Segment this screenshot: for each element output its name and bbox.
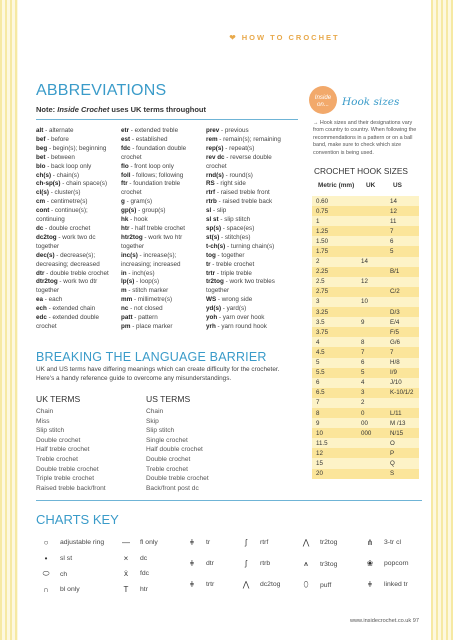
hook-size-row bbox=[312, 226, 419, 236]
stitch-symbol-icon: ❀ bbox=[366, 559, 374, 568]
hook-size-row bbox=[312, 378, 419, 388]
us-terms-column bbox=[146, 394, 256, 493]
hook-size-row bbox=[312, 287, 419, 297]
metric-cell: 1.25 bbox=[316, 227, 329, 235]
hook-size-row bbox=[312, 257, 419, 267]
us-term: Single crochet bbox=[146, 436, 188, 444]
abbreviation-entry: ch(s) - chain(s) bbox=[36, 171, 80, 179]
us-cell: E/4 bbox=[390, 318, 400, 326]
key-item bbox=[118, 538, 158, 547]
us-cell: F/5 bbox=[390, 328, 399, 336]
us-term: Half double crochet bbox=[146, 446, 203, 454]
charts-key-title: CHARTS KEY bbox=[36, 512, 119, 527]
us-term: Double crochet bbox=[146, 455, 191, 463]
metric-cell: 6.5 bbox=[316, 389, 325, 397]
abbreviation-entry: WS - wrong side bbox=[206, 296, 253, 304]
us-cell: 6 bbox=[390, 237, 394, 245]
uk-terms-column bbox=[36, 394, 146, 493]
key-item bbox=[362, 559, 409, 568]
key-item bbox=[184, 538, 210, 547]
hook-size-row bbox=[312, 418, 419, 428]
abbreviation-entry: dc2tog - work two dc bbox=[36, 233, 96, 241]
hook-size-row bbox=[312, 297, 419, 307]
abbreviation-entry: beg - begin(s); beginning bbox=[36, 144, 107, 152]
us-cell: L/11 bbox=[390, 409, 402, 417]
uk-cell: 9 bbox=[361, 318, 365, 326]
uk-term: Raised treble back/front bbox=[36, 484, 106, 492]
stitch-symbol-icon: ⋀ bbox=[302, 538, 310, 547]
key-item bbox=[298, 538, 337, 547]
uk-header: UK bbox=[366, 182, 376, 189]
abbreviation-entry: in - inch(es) bbox=[121, 269, 155, 277]
abbreviation-entry: crochet bbox=[121, 153, 142, 161]
abbreviation-entry: htr2tog - work two htr bbox=[121, 233, 183, 241]
abbreviation-entry: ech - extended chain bbox=[36, 305, 96, 313]
hook-size-row bbox=[312, 398, 419, 408]
abbreviation-entry: ftr - foundation treble bbox=[121, 180, 181, 188]
abbreviation-entry: rev dc - reverse double bbox=[206, 153, 272, 161]
uk-term: Treble crochet bbox=[36, 455, 78, 463]
metric-cell: 3.75 bbox=[316, 328, 329, 336]
metric-cell: 2 bbox=[316, 258, 320, 266]
stitch-symbol-icon: ⋔ bbox=[366, 538, 374, 547]
metric-cell: 1.75 bbox=[316, 248, 329, 256]
left-decorative-stripe bbox=[0, 0, 18, 640]
abbreviation-entry: edc - extended double bbox=[36, 314, 100, 322]
key-label: linked tr bbox=[384, 581, 408, 588]
key-item bbox=[298, 559, 337, 569]
abbreviation-entry: blo - back loop only bbox=[36, 162, 92, 170]
key-item bbox=[298, 580, 331, 590]
abbreviation-entry: pm - place marker bbox=[121, 322, 173, 330]
metric-cell: 3.25 bbox=[316, 308, 329, 316]
us-header: US bbox=[393, 182, 402, 189]
abbreviation-entry: fdc - foundation double bbox=[121, 144, 187, 152]
uk-cell: 0 bbox=[361, 409, 365, 417]
us-cell: M /13 bbox=[390, 419, 406, 427]
us-term: Chain bbox=[146, 408, 164, 415]
abbreviation-entry: lp(s) - loop(s) bbox=[121, 278, 160, 286]
metric-header: Metric (mm) bbox=[318, 182, 355, 189]
uk-cell: 10 bbox=[361, 298, 368, 306]
key-label: 3-tr cl bbox=[384, 539, 401, 546]
hook-size-row bbox=[312, 458, 419, 468]
key-label: rtrb bbox=[260, 560, 271, 567]
metric-cell: 2.5 bbox=[316, 278, 325, 286]
us-cell: 11 bbox=[390, 217, 397, 225]
metric-cell: 8 bbox=[316, 409, 320, 417]
key-item bbox=[238, 559, 270, 568]
abbreviation-entry: dec(s) - decrease(s); bbox=[36, 251, 96, 259]
abbreviations-title: ABBREVIATIONS bbox=[36, 82, 167, 99]
hook-size-row bbox=[312, 236, 419, 246]
hook-size-row bbox=[312, 358, 419, 368]
abbreviation-entry: cl(s) - cluster(s) bbox=[36, 189, 81, 197]
abbreviation-entry: ch-sp(s) - chain space(s) bbox=[36, 180, 108, 188]
hook-sizes-subtitle: CROCHET HOOK SIZES bbox=[314, 166, 408, 176]
uk-cell: 4 bbox=[361, 379, 365, 387]
abbreviation-entry: crochet bbox=[206, 162, 227, 170]
hook-size-row bbox=[312, 267, 419, 277]
stitch-symbol-icon: ⋀ bbox=[242, 580, 250, 589]
abbreviation-entry: crochet bbox=[36, 322, 57, 330]
abbreviation-entry: yoh - yarn over hook bbox=[206, 314, 265, 322]
us-term: Slip stitch bbox=[146, 427, 175, 435]
key-label: ch bbox=[60, 570, 68, 578]
key-item bbox=[118, 554, 147, 563]
abbreviation-entry: est - established bbox=[121, 135, 168, 143]
metric-cell: 3.5 bbox=[316, 318, 325, 326]
key-label: trtr bbox=[206, 581, 215, 588]
uk-cell: 8 bbox=[361, 338, 365, 346]
uk-cell: 3 bbox=[361, 389, 365, 397]
abbreviation-entry: g - gram(s) bbox=[121, 198, 153, 206]
abbreviation-entry: rep(s) - repeat(s) bbox=[206, 144, 255, 152]
hook-size-row bbox=[312, 206, 419, 216]
stitch-symbol-icon: ○ bbox=[43, 538, 49, 547]
us-cell: S bbox=[390, 470, 395, 478]
key-label: dc2tog bbox=[260, 581, 281, 588]
abbreviation-entry: continuing bbox=[36, 216, 65, 224]
abbreviation-entry: sl - slip bbox=[206, 207, 227, 215]
stitch-symbol-icon: — bbox=[122, 538, 130, 547]
us-cell: G/6 bbox=[390, 338, 400, 346]
key-label: popcorn bbox=[384, 560, 409, 567]
metric-cell: 12 bbox=[316, 449, 323, 457]
metric-cell: 3 bbox=[316, 298, 320, 306]
key-item bbox=[118, 585, 148, 594]
abbreviation-entry: foll - follows; following bbox=[121, 171, 184, 179]
us-cell: 5 bbox=[390, 248, 394, 256]
hook-size-row bbox=[312, 469, 419, 479]
key-item bbox=[38, 554, 72, 563]
abbreviation-entry: m - stitch marker bbox=[121, 287, 169, 295]
abbreviation-entry: prev - previous bbox=[206, 127, 249, 134]
key-label: puff bbox=[320, 581, 332, 589]
abbreviation-entry: patt - pattern bbox=[121, 314, 158, 322]
key-item bbox=[238, 580, 280, 589]
hook-sizes-intro: → Hook sizes and their designations vary from country to country. When following the recommendations in a pattern or on a ball band, make sure to check which size convention is being used. bbox=[313, 120, 417, 156]
metric-cell: 6 bbox=[316, 379, 320, 387]
abbreviation-entry: bef - before bbox=[36, 135, 69, 143]
us-terms-list bbox=[146, 407, 256, 493]
abbreviation-entry: etr - extended treble bbox=[121, 127, 179, 134]
stitch-symbol-icon: ǂ bbox=[189, 559, 195, 568]
uk-term: Slip stitch bbox=[36, 427, 65, 435]
metric-cell: 20 bbox=[316, 470, 323, 478]
uk-term: Half treble crochet bbox=[36, 446, 90, 454]
key-label: tr2tog bbox=[320, 539, 338, 546]
stitch-symbol-icon: • bbox=[44, 553, 48, 563]
abbreviation-entry: together bbox=[206, 287, 230, 295]
us-term: Skip bbox=[146, 417, 159, 425]
uk-terms-heading: UK TERMS bbox=[36, 394, 81, 404]
hook-size-row bbox=[312, 196, 419, 206]
section-header-label: ❤ HOW TO CROCHET bbox=[229, 33, 340, 42]
key-label: sl st bbox=[60, 554, 73, 562]
us-cell: 7 bbox=[390, 348, 394, 356]
key-label: tr3tog bbox=[320, 560, 338, 568]
us-term: Double treble crochet bbox=[146, 475, 209, 483]
hook-size-row bbox=[312, 337, 419, 347]
abbreviation-entry: ea - each bbox=[36, 296, 63, 304]
section-header bbox=[182, 22, 387, 52]
key-label: tr bbox=[206, 539, 211, 546]
hook-size-row bbox=[312, 216, 419, 226]
abbreviation-entry: sl st - slip stitch bbox=[206, 216, 251, 224]
hook-size-row bbox=[312, 408, 419, 418]
abbreviation-entry: decreasing; decreased bbox=[36, 260, 100, 268]
abbreviation-entry: flo - front loop only bbox=[121, 162, 174, 170]
abbreviation-entry: tog - together bbox=[206, 251, 245, 259]
abbreviation-entry: rnd(s) - round(s) bbox=[206, 171, 253, 179]
uk-cell: 7 bbox=[361, 348, 365, 356]
us-cell: B/1 bbox=[390, 268, 400, 276]
us-cell: 7 bbox=[390, 227, 394, 235]
metric-cell: 11.5 bbox=[316, 439, 328, 447]
abbreviation-entry: dtr - double treble crochet bbox=[36, 269, 109, 277]
metric-cell: 4 bbox=[316, 338, 320, 346]
abbreviations-rule bbox=[36, 119, 298, 120]
abbreviation-entry: nc - not closed bbox=[121, 305, 163, 313]
us-cell: K-10/1/2 bbox=[390, 389, 414, 397]
metric-cell: 2.25 bbox=[316, 268, 329, 276]
hook-size-row bbox=[312, 317, 419, 327]
uk-terms-list bbox=[36, 407, 146, 493]
stitch-symbol-icon: ⩚ bbox=[303, 559, 309, 568]
stitch-symbol-icon: T bbox=[123, 584, 129, 594]
us-cell: 14 bbox=[390, 197, 397, 205]
abbreviation-entry: tr - treble crochet bbox=[206, 260, 255, 268]
abbreviation-entry: rem - remain(s); remaining bbox=[206, 135, 281, 143]
abbreviation-entry: yd(s) - yard(s) bbox=[206, 305, 247, 313]
key-item bbox=[38, 585, 80, 594]
key-item bbox=[184, 559, 214, 568]
us-cell: J/10 bbox=[390, 379, 402, 387]
uk-cell: 00 bbox=[361, 419, 368, 427]
hook-sizes-table bbox=[312, 196, 419, 479]
uk-cell: 000 bbox=[361, 429, 372, 437]
hook-size-row bbox=[312, 307, 419, 317]
abbreviation-entry: sp(s) - space(es) bbox=[206, 224, 255, 232]
key-item bbox=[118, 569, 149, 578]
abbreviation-entry: t-ch(s) - turning chain(s) bbox=[206, 242, 275, 250]
us-cell: H/8 bbox=[390, 359, 400, 367]
abbreviations-column-3 bbox=[206, 127, 288, 332]
abbreviation-entry: htr - half treble crochet bbox=[121, 224, 186, 232]
key-item bbox=[362, 538, 401, 547]
abbreviation-entry: yrh - yarn round hook bbox=[206, 322, 267, 330]
stitch-symbol-icon: ẋ bbox=[124, 569, 128, 578]
abbreviation-entry: increasing; increased bbox=[121, 260, 181, 268]
uk-term: Double crochet bbox=[36, 436, 81, 444]
inside-on-badge: Inside on... bbox=[309, 86, 337, 114]
abbreviation-entry: st(s) - stitch(es) bbox=[206, 233, 251, 241]
right-decorative-stripe bbox=[431, 0, 453, 640]
abbreviation-entry: rtrf - raised treble front bbox=[206, 189, 270, 197]
stitch-symbol-icon: × bbox=[123, 553, 129, 563]
hook-size-row bbox=[312, 388, 419, 398]
stitch-symbol-icon: ʃ bbox=[245, 559, 247, 568]
key-item bbox=[38, 569, 67, 579]
us-cell: O bbox=[390, 439, 395, 447]
uk-cell: 2 bbox=[361, 399, 365, 407]
stitch-symbol-icon: ⬯ bbox=[303, 580, 309, 589]
uk-cell: 5 bbox=[361, 369, 365, 377]
abbreviation-entry: cont - continue(s); bbox=[36, 207, 88, 215]
metric-cell: 4.5 bbox=[316, 348, 325, 356]
us-cell: Q bbox=[390, 459, 395, 467]
abbreviations-column-2 bbox=[121, 127, 203, 332]
abbreviation-entry: trtr - triple treble bbox=[206, 269, 252, 277]
key-item bbox=[362, 580, 408, 589]
abbreviation-entry: together bbox=[36, 242, 60, 250]
hook-size-row bbox=[312, 327, 419, 337]
us-cell: C/2 bbox=[390, 288, 400, 296]
abbreviation-entry: tr2tog - work two trebles bbox=[206, 278, 275, 286]
stitch-symbol-icon: ǂ bbox=[189, 538, 195, 547]
metric-cell: 1.50 bbox=[316, 237, 329, 245]
abbreviation-entry: together bbox=[36, 287, 60, 295]
uk-term: Triple treble crochet bbox=[36, 475, 95, 483]
abbreviation-entry: mm - millimetre(s) bbox=[121, 296, 173, 304]
hook-size-row bbox=[312, 448, 419, 458]
barrier-text: UK and US terms have differing meanings which can create difficulty for the crocheter. Here's a handy reference guide to overcome any misunderstandings. bbox=[36, 366, 280, 382]
metric-cell: 1 bbox=[316, 217, 320, 225]
key-label: htr bbox=[140, 585, 148, 593]
metric-cell: 5.5 bbox=[316, 369, 325, 377]
abbreviation-entry: dc - double crochet bbox=[36, 224, 91, 232]
abbreviation-entry: inc(s) - increase(s); bbox=[121, 251, 177, 259]
abbreviation-entry: gp(s) - group(s) bbox=[121, 207, 166, 215]
key-label: dc bbox=[140, 554, 148, 562]
metric-cell: 15 bbox=[316, 459, 323, 467]
barrier-title: BREAKING THE LANGUAGE BARRIER bbox=[36, 350, 267, 364]
us-term: Treble crochet bbox=[146, 465, 188, 473]
abbreviation-entry: crochet bbox=[121, 189, 142, 197]
stitch-symbol-icon: ǂ bbox=[367, 580, 373, 589]
key-label: rtrf bbox=[260, 539, 269, 546]
page-footer: www.insidecrochet.co.uk 97 bbox=[349, 618, 419, 624]
key-label: fl only bbox=[140, 539, 158, 546]
key-label: fdc bbox=[140, 570, 150, 577]
metric-cell: 0.75 bbox=[316, 207, 329, 215]
uk-cell: 12 bbox=[361, 278, 368, 286]
metric-cell: 2.75 bbox=[316, 288, 329, 296]
hook-size-row bbox=[312, 428, 419, 438]
key-label: bl only bbox=[60, 585, 80, 593]
stitch-symbol-icon: ǂ bbox=[189, 580, 195, 589]
hook-sizes-title: Hook sizes bbox=[342, 96, 400, 108]
metric-cell: 0.60 bbox=[316, 197, 329, 205]
metric-cell: 9 bbox=[316, 419, 320, 427]
key-item bbox=[238, 538, 268, 547]
hook-size-row bbox=[312, 347, 419, 357]
us-cell: I/9 bbox=[390, 369, 397, 377]
us-term: Back/front post dc bbox=[146, 484, 199, 492]
abbreviation-entry: RS - right side bbox=[206, 180, 246, 188]
key-rule bbox=[36, 500, 422, 501]
hook-sizes-panel bbox=[309, 86, 422, 511]
abbreviation-entry: together bbox=[121, 242, 145, 250]
us-cell: N/15 bbox=[390, 429, 404, 437]
key-item bbox=[38, 538, 104, 547]
key-label: dtr bbox=[206, 560, 214, 567]
us-cell: P bbox=[390, 449, 395, 457]
uk-term: Miss bbox=[36, 417, 50, 425]
stitch-symbol-icon: ∩ bbox=[43, 584, 49, 594]
stitch-symbol-icon: ʃ bbox=[245, 538, 247, 547]
abbreviation-entry: hk - hook bbox=[121, 216, 148, 224]
abbreviations-note: Note: Inside Crochet uses UK terms throughout bbox=[36, 105, 207, 114]
abbreviation-entry: dtr2tog - work two dtr bbox=[36, 278, 98, 286]
uk-term: Double treble crochet bbox=[36, 465, 99, 473]
metric-cell: 5 bbox=[316, 359, 320, 367]
uk-cell: 6 bbox=[361, 359, 365, 367]
hook-size-row bbox=[312, 438, 419, 448]
abbreviation-entry: alt - alternate bbox=[36, 127, 74, 134]
us-cell: D/3 bbox=[390, 308, 400, 316]
metric-cell: 7 bbox=[316, 399, 320, 407]
hook-size-row bbox=[312, 368, 419, 378]
abbreviation-entry: cm - centimetre(s) bbox=[36, 198, 88, 206]
abbreviations-column-1 bbox=[36, 127, 118, 332]
hook-size-row bbox=[312, 277, 419, 287]
abbreviation-entry: bet - between bbox=[36, 153, 75, 161]
hook-size-row bbox=[312, 246, 419, 256]
metric-cell: 10 bbox=[316, 429, 323, 437]
uk-term: Chain bbox=[36, 408, 54, 415]
us-cell: 12 bbox=[390, 207, 397, 215]
stitch-symbol-icon: ⬭ bbox=[42, 569, 50, 578]
key-item bbox=[184, 580, 214, 589]
key-label: adjustable ring bbox=[60, 539, 105, 546]
uk-cell: 14 bbox=[361, 258, 368, 266]
us-terms-heading: US TERMS bbox=[146, 394, 191, 404]
abbreviation-entry: rtrb - raised treble back bbox=[206, 198, 273, 206]
